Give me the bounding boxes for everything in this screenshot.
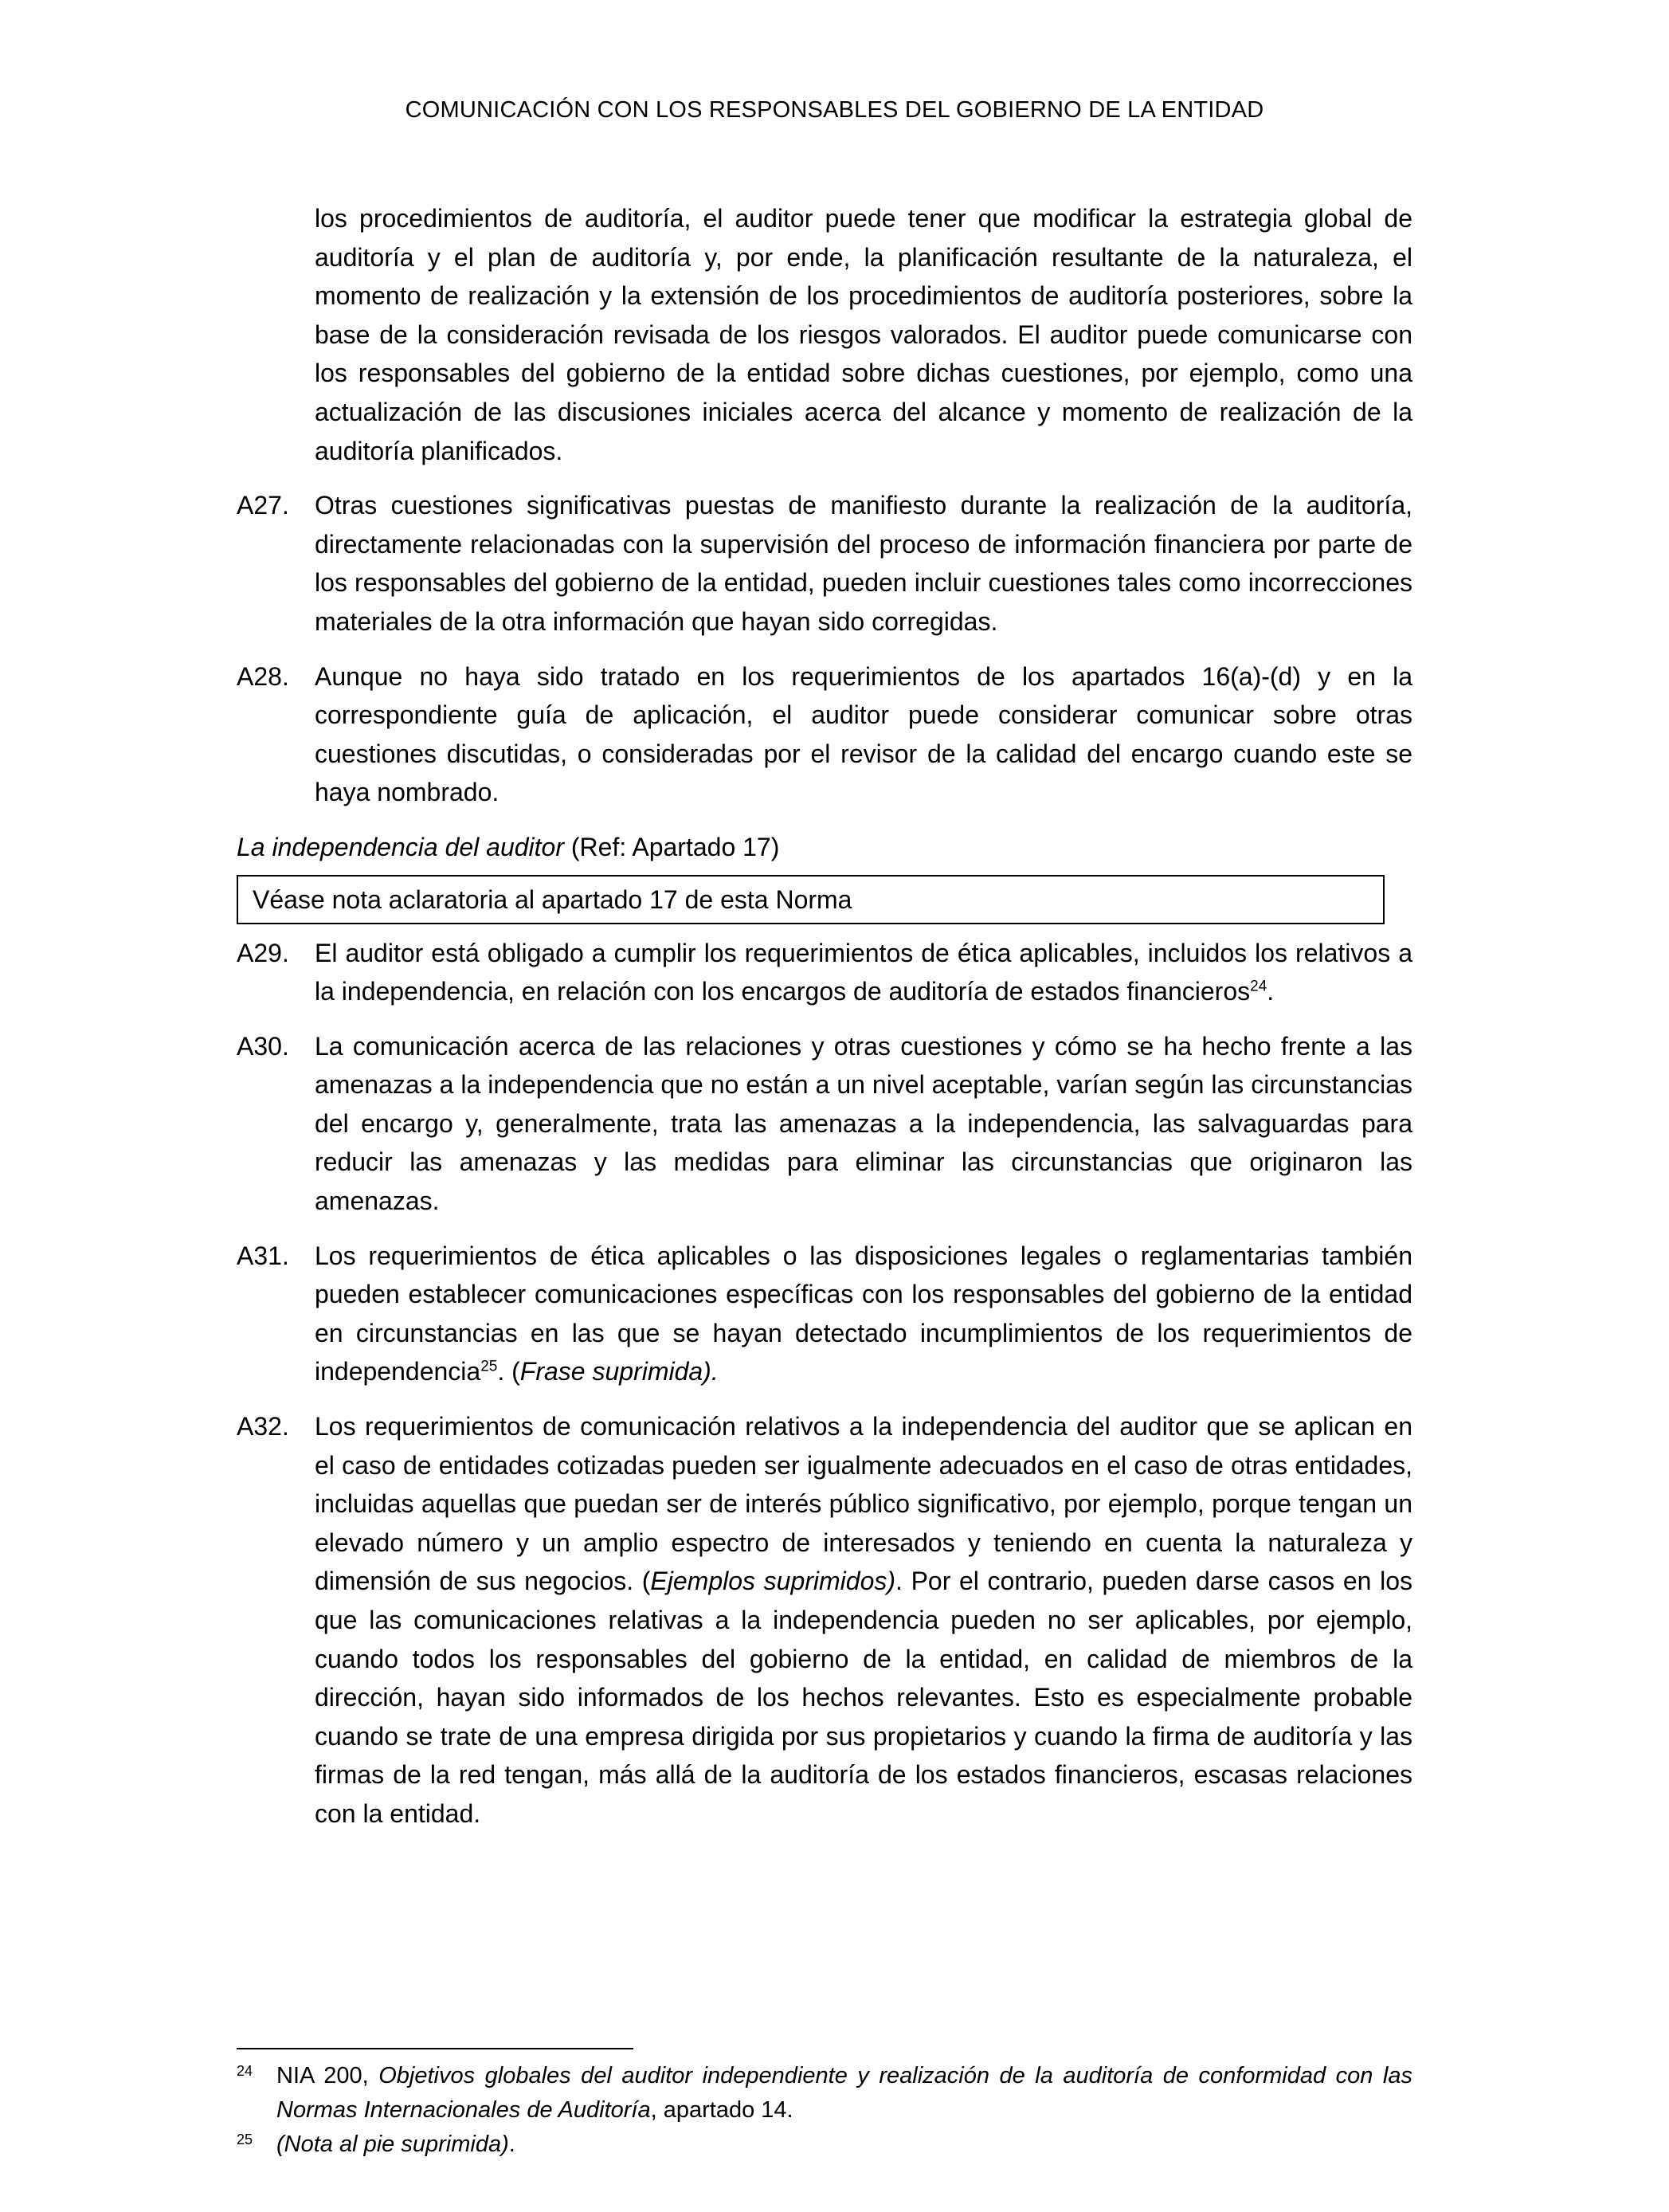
paragraph-number: A29. xyxy=(237,938,289,967)
paragraph-mid: . ( xyxy=(497,1357,520,1386)
paragraph-body: Los requerimientos de ética aplicables o las disposiciones legales o reglamentarias también pueden establecer comunicaciones específicas con los responsables del gobierno de la entidad en circunstancias en las que se hayan detectado incumplimientos de los requerimientos de independencia xyxy=(315,1241,1412,1386)
page-header: COMUNICACIÓN CON LOS RESPONSABLES DEL GOBIERNO DE LA ENTIDAD xyxy=(405,97,1264,123)
paragraph-text xyxy=(315,1407,1412,1834)
paragraph-body-2: . Por el contrario, pueden darse casos en los que las comunicaciones relativas a la independencia pueden no ser aplicables, por ejemplo, cuando todos los responsables del gobierno de la entidad, en calidad de miembros de la dirección, hayan sido informados de los hechos relevantes. Esto es especialmente probable cuando se trate de una empresa dirigida por sus propietarios y cuando la firma de auditoría y las firmas de la red tengan, más allá de la auditoría de los estados financieros, escasas relaciones con la entidad. xyxy=(315,1567,1413,1828)
paragraph-a32 xyxy=(237,1407,1412,1834)
footnote-ref[interactable]: 25 xyxy=(480,1358,498,1375)
footnote-title: Objetivos globales del auditor independiente y realización de la auditoría de conformidad con las Normas Internacionales de Auditoría xyxy=(276,2063,1412,2123)
footnote-number: 25 xyxy=(237,2132,253,2147)
clarification-note-box xyxy=(237,875,1385,924)
footnote-prefix: NIA 200, xyxy=(276,2063,379,2088)
paragraph-body-1: Los requerimientos de comunicación relativos a la independencia del auditor que se aplican en el caso de entidades cotizadas pueden ser igualmente adecuados en el caso de otras entidades, incluidas aquellas que puedan ser de interés público significativo, por ejemplo, porque tengan un elevado número y un amplio espectro de interesados y teniendo en cuenta la naturaleza y dimensión de sus negocios. ( xyxy=(315,1412,1412,1596)
footnote-ref[interactable]: 24 xyxy=(1250,978,1267,995)
footnote-suffix: , apartado 14. xyxy=(650,2097,793,2123)
paragraph-text: los procedimientos de auditoría, el auditor puede tener que modificar la estrategia global de auditoría y el plan de auditoría y, por ende, la planificación resultante de la naturaleza, el momento de realización y la extensión de los procedimientos de auditoría posteriores, sobre la base de la consideración revisada de los riesgos valorados. El auditor puede comunicarse con los responsables del gobierno de la entidad sobre dichas cuestiones, por ejemplo, como una actualización de las discusiones iniciales acerca del alcance y momento de realización de la auditoría planificados. xyxy=(315,204,1412,465)
paragraph-number: A32. xyxy=(237,1412,289,1441)
footnote-title: (Nota al pie suprimida) xyxy=(276,2132,509,2157)
paragraph-number: A28. xyxy=(237,661,289,691)
paragraph-a27 xyxy=(237,486,1412,641)
footnote-24 xyxy=(237,2059,1412,2128)
paragraph-a31 xyxy=(237,1237,1412,1391)
paragraph-text: La comunicación acerca de las relaciones y otras cuestiones y cómo se ha hecho frente a las amenazas a la independencia que no están a un nivel aceptable, varían según las circunstancias del encargo y, generalmente, trata las amenazas a la independencia, las salvaguardas para reducir las amenazas y las medidas para eliminar las circunstancias que originaron las amenazas. xyxy=(315,1031,1412,1216)
paragraph-number: A27. xyxy=(237,491,289,520)
footnotes xyxy=(237,2059,1412,2162)
footnote-number: 24 xyxy=(237,2063,253,2079)
paragraph-body: El auditor está obligado a cumplir los requerimientos de ética aplicables, incluidos los relativos a la independencia, en relación con los encargos de auditoría de estados financieros xyxy=(315,938,1412,1006)
section-title-italic: La independencia del auditor xyxy=(237,832,564,861)
paragraph-text: Aunque no haya sido tratado en los requerimientos de los apartados 16(a)-(d) y en la correspondiente guía de aplicación, el auditor puede considerar comunicar sobre otras cuestiones discutidas, o consideradas por el revisor de la calidad del encargo cuando este se haya nombrado. xyxy=(315,661,1412,807)
suppressed-text: Ejemplos suprimidos) xyxy=(650,1567,896,1596)
paragraph-text: Otras cuestiones significativas puestas de manifiesto durante la realización de la auditoría, directamente relacionadas con la supervisión del proceso de información financiera por parte de los responsables del gobierno de la entidad, pueden incluir cuestiones tales como incorrecciones materiales de la otra información que hayan sido corregidas. xyxy=(315,491,1412,636)
paragraph-number: A31. xyxy=(237,1241,289,1270)
footnote-divider xyxy=(237,2048,633,2049)
paragraph-text xyxy=(315,1237,1412,1391)
note-text: Véase nota aclaratoria al apartado 17 de esta Norma xyxy=(253,884,852,914)
paragraph-a28 xyxy=(237,657,1412,812)
footnote-25 xyxy=(237,2128,1412,2162)
paragraph-a29 xyxy=(237,934,1412,1011)
paragraph-continuation xyxy=(237,199,1412,470)
paragraph-a30 xyxy=(237,1027,1412,1221)
paragraph-text xyxy=(315,934,1412,1011)
document-body xyxy=(237,199,1412,1849)
suppressed-text: Frase suprimida). xyxy=(519,1357,719,1386)
section-heading xyxy=(237,828,1412,867)
paragraph-end: . xyxy=(1267,977,1275,1006)
section-title-ref: (Ref: Apartado 17) xyxy=(564,832,780,861)
footnote-suffix: . xyxy=(508,2132,515,2157)
paragraph-number: A30. xyxy=(237,1031,289,1061)
